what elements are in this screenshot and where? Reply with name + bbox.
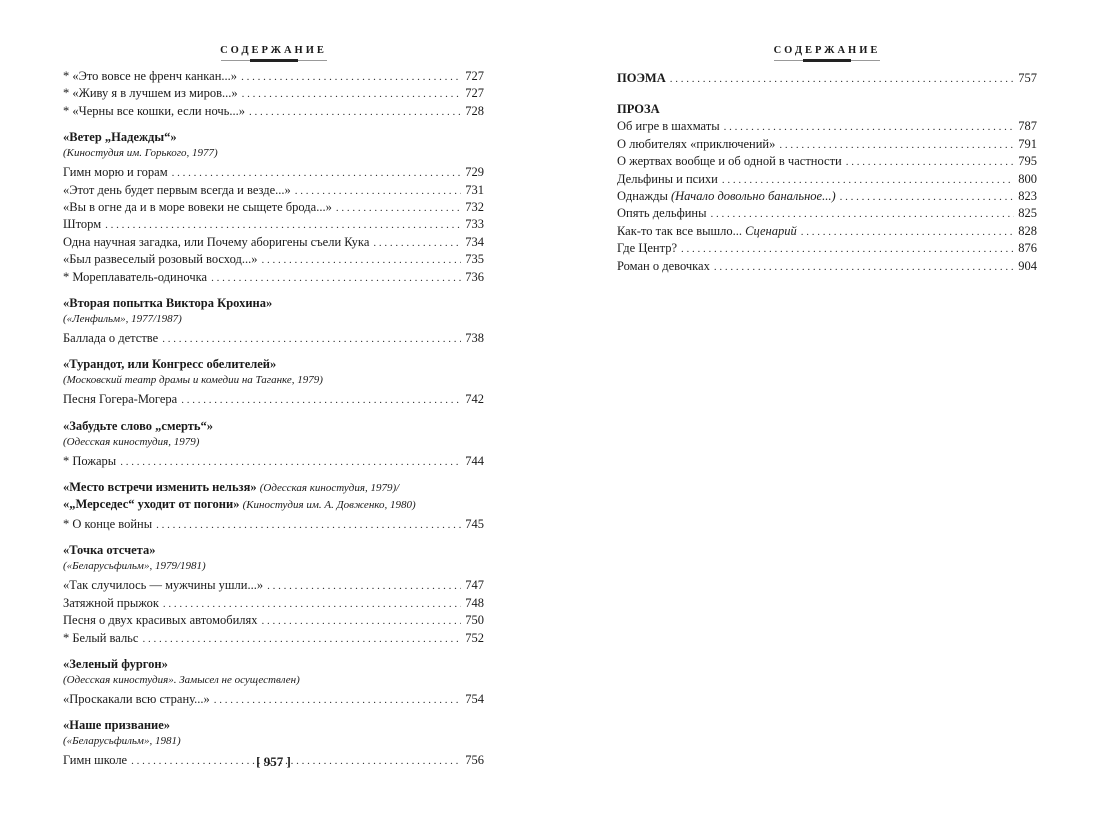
- section-note: («Беларусьфильм», 1979/1981): [63, 560, 206, 573]
- toc-entry: Роман о девочках . . . 904: [617, 258, 1037, 275]
- toc-entry: О жертвах вообще и об одной в частности . . . 795: [617, 153, 1037, 170]
- toc-entry: Шторм . . . 733: [63, 216, 484, 233]
- section-note: (Киностудия им. Горького, 1977): [63, 147, 218, 160]
- toc-entry: Опять дельфины . . . 825: [617, 205, 1037, 222]
- toc-entry: Об игре в шахматы . . . 787: [617, 118, 1037, 135]
- toc-entry: «Был развеселый розовый восход...» . . . 735: [63, 251, 484, 268]
- toc-entry: * «Черны все кошки, если ночь...» . . . 728: [63, 103, 484, 120]
- toc-entry: «Проскакали всю страну...» . . . 754: [63, 691, 484, 708]
- toc-entry: * Мореплаватель-одиночка . . . 736: [63, 269, 484, 286]
- section-note-inline: (Одесская киностудия, 1979)/: [259, 482, 400, 495]
- page-number: [ 957 ]: [256, 754, 291, 769]
- section-title: «Турандот, или Конгресс обелителей»: [63, 357, 277, 372]
- section-title: «Забудьте слово „смерть“»: [63, 418, 214, 433]
- toc-entry: Как-то так все вышло... Сценарий . . . 828: [617, 223, 1037, 240]
- section-note: («Ленфильм», 1977/1987): [63, 312, 182, 325]
- section-note: (Одесская киностудия». Замысел не осуществлен): [63, 674, 300, 687]
- section-note: (Московский театр драмы и комедии на Таганке, 1979): [63, 374, 323, 387]
- page-header: [63, 38, 484, 61]
- toc-entry-poema: ПОЭМА . . . 757: [617, 70, 1037, 87]
- toc-entry: Гимн морю и горам . . . 729: [63, 164, 484, 181]
- toc-entry: Баллада о детстве . . . 738: [63, 330, 484, 347]
- toc-entry: «Так случилось — мужчины ушли...» . . . 747: [63, 577, 484, 594]
- section-title: «Место встречи изменить нельзя» (Одесская киностудия, 1979)/: [63, 480, 400, 495]
- section-title: «Наше призвание»: [63, 718, 171, 733]
- toc-entry: * О конце войны . . . 745: [63, 516, 484, 533]
- section-title: «Вторая попытка Виктора Крохина»: [63, 295, 273, 310]
- toc-entry: «Этот день будет первым всегда и везде...» . . . 731: [63, 182, 484, 199]
- header-rule: [221, 60, 327, 61]
- toc-entry: Одна научная загадка, или Почему аборигены съели Кука . . . 734: [63, 234, 484, 251]
- toc-entry: Песня о двух красивых автомобилях . . . 750: [63, 612, 484, 629]
- section-title: «Ветер „Надежды“»: [63, 130, 177, 145]
- toc-entry: Однажды (Начало довольно банальное...) . . . 823: [617, 188, 1037, 205]
- toc-entry: «Вы в огне да и в море вовеки не сыщете брода...» . . . 732: [63, 199, 484, 216]
- section-note-inline: (Киностудия им. А. Довженко, 1980): [242, 499, 416, 512]
- toc-entry: О любителях «приключений» . . . 791: [617, 136, 1037, 153]
- section-note: («Беларусьфильм», 1981): [63, 735, 181, 748]
- section-title-proza: ПРОЗА: [617, 102, 660, 117]
- section-title: «Точка отсчета»: [63, 543, 156, 558]
- toc-entry: * Белый вальс . . . 752: [63, 630, 484, 647]
- header-title: СОДЕРЖАНИЕ: [773, 45, 881, 56]
- toc-left: [63, 68, 484, 770]
- toc-right: [617, 70, 1037, 275]
- header-title: СОДЕРЖАНИЕ: [220, 45, 327, 56]
- toc-entry: * Пожары . . . 744: [63, 453, 484, 470]
- header-rule: [774, 60, 880, 61]
- section-title: «„Мерседес“ уходит от погони» (Киностудия им. А. Довженко, 1980): [63, 497, 416, 512]
- page-header: [617, 38, 1037, 61]
- toc-entry: Дельфины и психи . . . 800: [617, 171, 1037, 188]
- toc-entry: Затяжной прыжок . . . 748: [63, 595, 484, 612]
- toc-entry: * «Живу я в лучшем из миров...» . . . 727: [63, 85, 484, 102]
- toc-entry: Гимн школе . . . 756: [63, 752, 484, 769]
- toc-entry: Где Центр? . . . 876: [617, 240, 1037, 257]
- section-title: «Зеленый фургон»: [63, 657, 168, 672]
- section-note: (Одесская киностудия, 1979): [63, 435, 200, 448]
- toc-entry: * «Это вовсе не френч канкан...» . . . 727: [63, 68, 484, 85]
- toc-entry: Песня Гогера-Могера . . . 742: [63, 391, 484, 408]
